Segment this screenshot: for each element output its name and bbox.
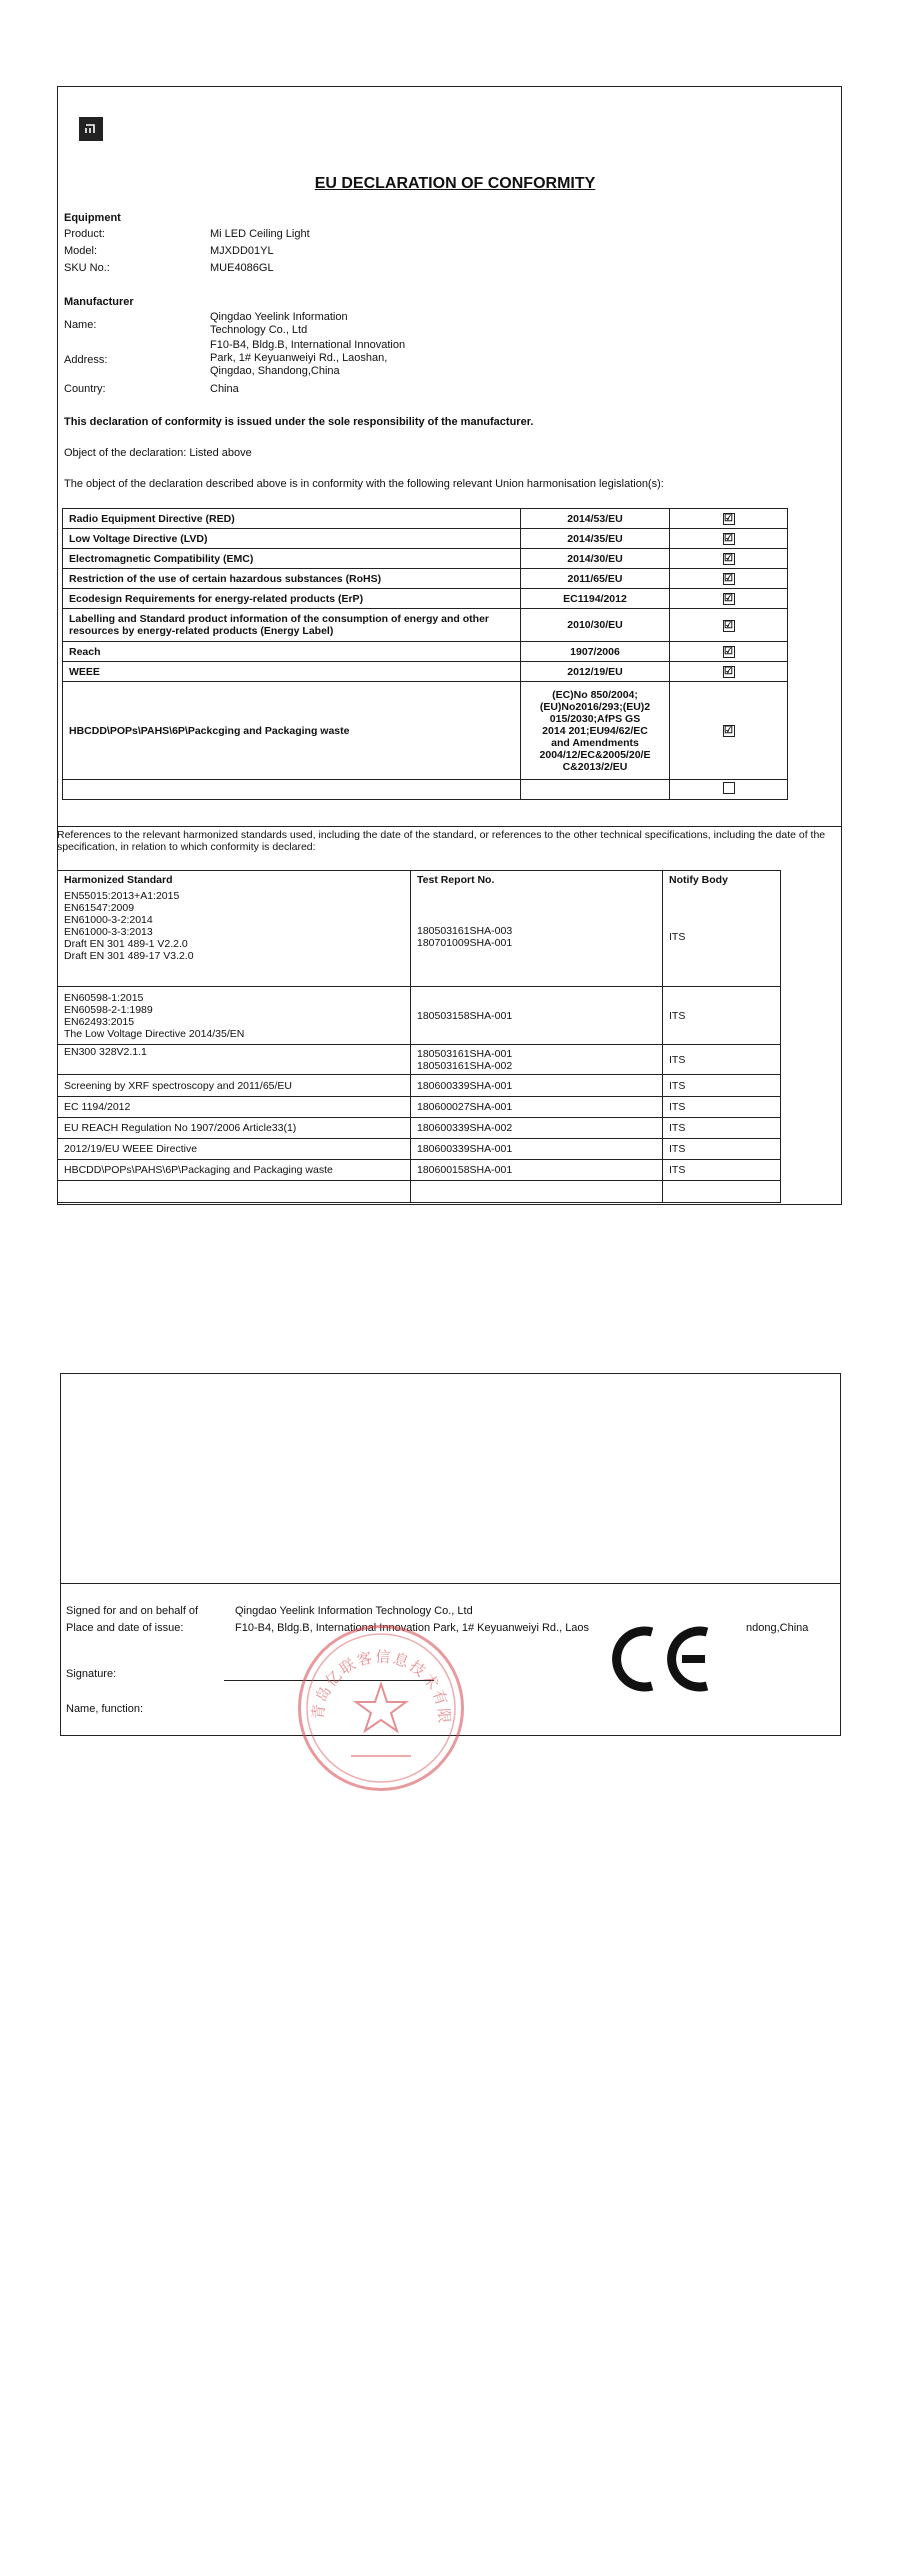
body-cell: ITS xyxy=(663,1139,781,1160)
checkbox-icon: ☑ xyxy=(724,646,733,657)
table-row xyxy=(58,1045,781,1075)
report-cell: 180600158SHA-001 xyxy=(411,1160,663,1181)
table-row xyxy=(58,1160,781,1181)
body-cell: ITS xyxy=(663,1160,781,1181)
svg-text:青岛亿联客信息技术有限公司 xyxy=(301,1628,453,1726)
manufacturer-heading: Manufacturer xyxy=(64,296,134,308)
country-value: China xyxy=(210,383,239,395)
column-header: Notify Body xyxy=(663,871,781,889)
report-cell: 180600339SHA-001 xyxy=(411,1075,663,1097)
equipment-heading: Equipment xyxy=(64,212,121,224)
table-row xyxy=(58,1139,781,1160)
checkbox-icon: ☑ xyxy=(724,666,733,677)
table-row xyxy=(58,987,781,1045)
equipment-label: SKU No.: xyxy=(64,262,110,274)
body-cell xyxy=(663,1181,781,1203)
table-row xyxy=(63,662,788,682)
standard-cell: HBCDD\POPs\PAHS\6P\Packaging and Packaging waste xyxy=(58,1160,411,1181)
report-cell: 180503158SHA-001 xyxy=(411,987,663,1045)
table-row xyxy=(63,509,788,529)
table-row xyxy=(63,780,788,800)
equipment-label: Model: xyxy=(64,245,98,257)
standard-cell: EC 1194/2012 xyxy=(58,1097,411,1118)
company-seal-stamp xyxy=(298,1625,464,1791)
body-cell: ITS xyxy=(663,889,781,987)
checkbox-icon: ☑ xyxy=(724,573,733,584)
directive-name: Ecodesign Requirements for energy-related products (ErP) xyxy=(63,589,521,609)
standard-cell: 2012/19/EU WEEE Directive xyxy=(58,1139,411,1160)
table-row xyxy=(63,682,788,780)
signatory-address: F10-B4, Bldg.B, International Innovation Park, 1# Keyuanweiyi Rd., Laos xyxy=(235,1622,590,1634)
name-label: Name: xyxy=(64,319,97,331)
references-divider xyxy=(57,826,842,827)
conformity-statement: The object of the declaration described above is in conformity with the following relevant Union harmonisation legislation(s): xyxy=(64,478,664,490)
directive-code: 2014/35/EU xyxy=(521,529,670,549)
references-text: References to the relevant harmonized standards used, including the date of the standard, or references to the other technical specifications, including the date of the specification, in relation to which conformity is declared: xyxy=(57,829,826,853)
standards-table xyxy=(57,870,781,1203)
mi-logo-icon xyxy=(79,117,103,141)
directive-name xyxy=(63,780,521,800)
directive-name: Electromagnetic Compatibility (EMC) xyxy=(63,549,521,569)
directive-code: (EC)No 850/2004; (EU)No2016/293;(EU)2 015/2030;AfPS GS 2014 201;EU94/62/EC and Amendments 2004/12/EC&2005/20/E C&2013/2/EU xyxy=(521,682,670,780)
address-line: F10-B4, Bldg.B, International Innovation xyxy=(210,339,406,351)
name-line: Qingdao Yeelink Information xyxy=(210,311,348,323)
report-cell: 180600339SHA-001 xyxy=(411,1139,663,1160)
report-cell: 180600339SHA-002 xyxy=(411,1118,663,1139)
table-row xyxy=(63,609,788,642)
equipment-value: Mi LED Ceiling Light xyxy=(210,228,310,240)
table-row xyxy=(63,529,788,549)
name-function-label: Name, function: xyxy=(66,1703,144,1715)
body-cell: ITS xyxy=(663,1075,781,1097)
table-row xyxy=(63,589,788,609)
page-title: EU DECLARATION OF CONFORMITY xyxy=(314,175,596,192)
table-row xyxy=(58,1181,781,1203)
directive-name: HBCDD\POPs\PAHS\6P\Packcging and Packaging waste xyxy=(63,682,521,780)
directive-name: Labelling and Standard product information of the consumption of energy and other resources by energy-related products (Energy Label) xyxy=(63,609,521,642)
checkbox-icon: ☑ xyxy=(724,619,733,631)
checkbox-icon: ☑ xyxy=(724,725,733,736)
directive-code: 2014/53/EU xyxy=(521,509,670,529)
checkbox-empty-icon xyxy=(723,782,735,794)
body-cell: ITS xyxy=(663,1045,781,1075)
country-label: Country: xyxy=(64,383,106,395)
responsibility-statement: This declaration of conformity is issued under the sole responsibility of the manufacturer. xyxy=(64,416,534,428)
table-row xyxy=(58,889,781,987)
directive-name: Restriction of the use of certain hazardous substances (RoHS) xyxy=(63,569,521,589)
standard-cell: EN55015:2013+A1:2015 EN61547:2009 EN61000-3-2:2014 EN61000-3-3:2013 Draft EN 301 489-1 V2.2.0 Draft EN 301 489-17 V3.2.0 xyxy=(58,889,411,987)
table-row xyxy=(58,1097,781,1118)
signed-label: Signed for and on behalf of xyxy=(66,1605,199,1617)
report-cell: 180600027SHA-001 xyxy=(411,1097,663,1118)
report-cell: 180503161SHA-001 180503161SHA-002 xyxy=(411,1045,663,1075)
body-cell: ITS xyxy=(663,1118,781,1139)
body-cell: ITS xyxy=(663,1097,781,1118)
standard-cell xyxy=(58,1181,411,1203)
directives-table xyxy=(62,508,788,800)
table-row xyxy=(63,642,788,662)
directive-code xyxy=(521,780,670,800)
directive-name: Radio Equipment Directive (RED) xyxy=(63,509,521,529)
table-row xyxy=(58,1118,781,1139)
checkbox-icon: ☑ xyxy=(724,513,733,524)
directive-name: Low Voltage Directive (LVD) xyxy=(63,529,521,549)
directive-name: Reach xyxy=(63,642,521,662)
report-cell: 180503161SHA-003 180701009SHA-001 xyxy=(411,889,663,987)
equipment-value: MUE4086GL xyxy=(210,262,274,274)
directive-code: 2011/65/EU xyxy=(521,569,670,589)
object-statement: Object of the declaration: Listed above xyxy=(64,447,252,459)
report-cell xyxy=(411,1181,663,1203)
checkbox-icon: ☑ xyxy=(724,533,733,544)
checkbox-icon: ☑ xyxy=(724,593,733,604)
address-label: Address: xyxy=(64,354,108,366)
column-header: Harmonized Standard xyxy=(58,871,411,889)
column-header: Test Report No. xyxy=(411,871,663,889)
table-header-row xyxy=(58,871,781,889)
standard-cell: EN60598-1:2015 EN60598-2-1:1989 EN62493:2015 The Low Voltage Directive 2014/35/EN xyxy=(58,987,411,1045)
directive-code: EC1194/2012 xyxy=(521,589,670,609)
address-line: Qingdao, Shandong,China xyxy=(210,365,340,377)
checkbox-icon: ☑ xyxy=(724,553,733,564)
standard-cell: EN300 328V2.1.1 xyxy=(58,1045,411,1075)
directive-code: 2010/30/EU xyxy=(521,609,670,642)
table-row xyxy=(63,569,788,589)
table-row xyxy=(63,549,788,569)
equipment-value: MJXDD01YL xyxy=(210,245,274,257)
directive-name: WEEE xyxy=(63,662,521,682)
directive-code: 2014/30/EU xyxy=(521,549,670,569)
body-cell: ITS xyxy=(663,987,781,1045)
standard-cell: Screening by XRF spectroscopy and 2011/65/EU xyxy=(58,1075,411,1097)
signature-divider xyxy=(60,1583,841,1584)
place-date-label: Place and date of issue: xyxy=(66,1622,184,1634)
signatory-address-end: ndong,China xyxy=(746,1622,809,1634)
table-row xyxy=(58,1075,781,1097)
name-line: Technology Co., Ltd xyxy=(210,324,308,336)
address-line: Park, 1# Keyuanweiyi Rd., Laoshan, xyxy=(210,352,388,364)
stamp-text: 青岛亿联客信息技术有限 xyxy=(308,1647,454,1726)
equipment-label: Product: xyxy=(64,228,105,240)
directive-code: 1907/2006 xyxy=(521,642,670,662)
standard-cell: EU REACH Regulation No 1907/2006 Article33(1) xyxy=(58,1118,411,1139)
ce-mark-icon xyxy=(612,1624,712,1694)
signatory-company: Qingdao Yeelink Information Technology Co., Ltd xyxy=(235,1605,473,1617)
signature-label: Signature: xyxy=(66,1668,117,1680)
directive-code: 2012/19/EU xyxy=(521,662,670,682)
